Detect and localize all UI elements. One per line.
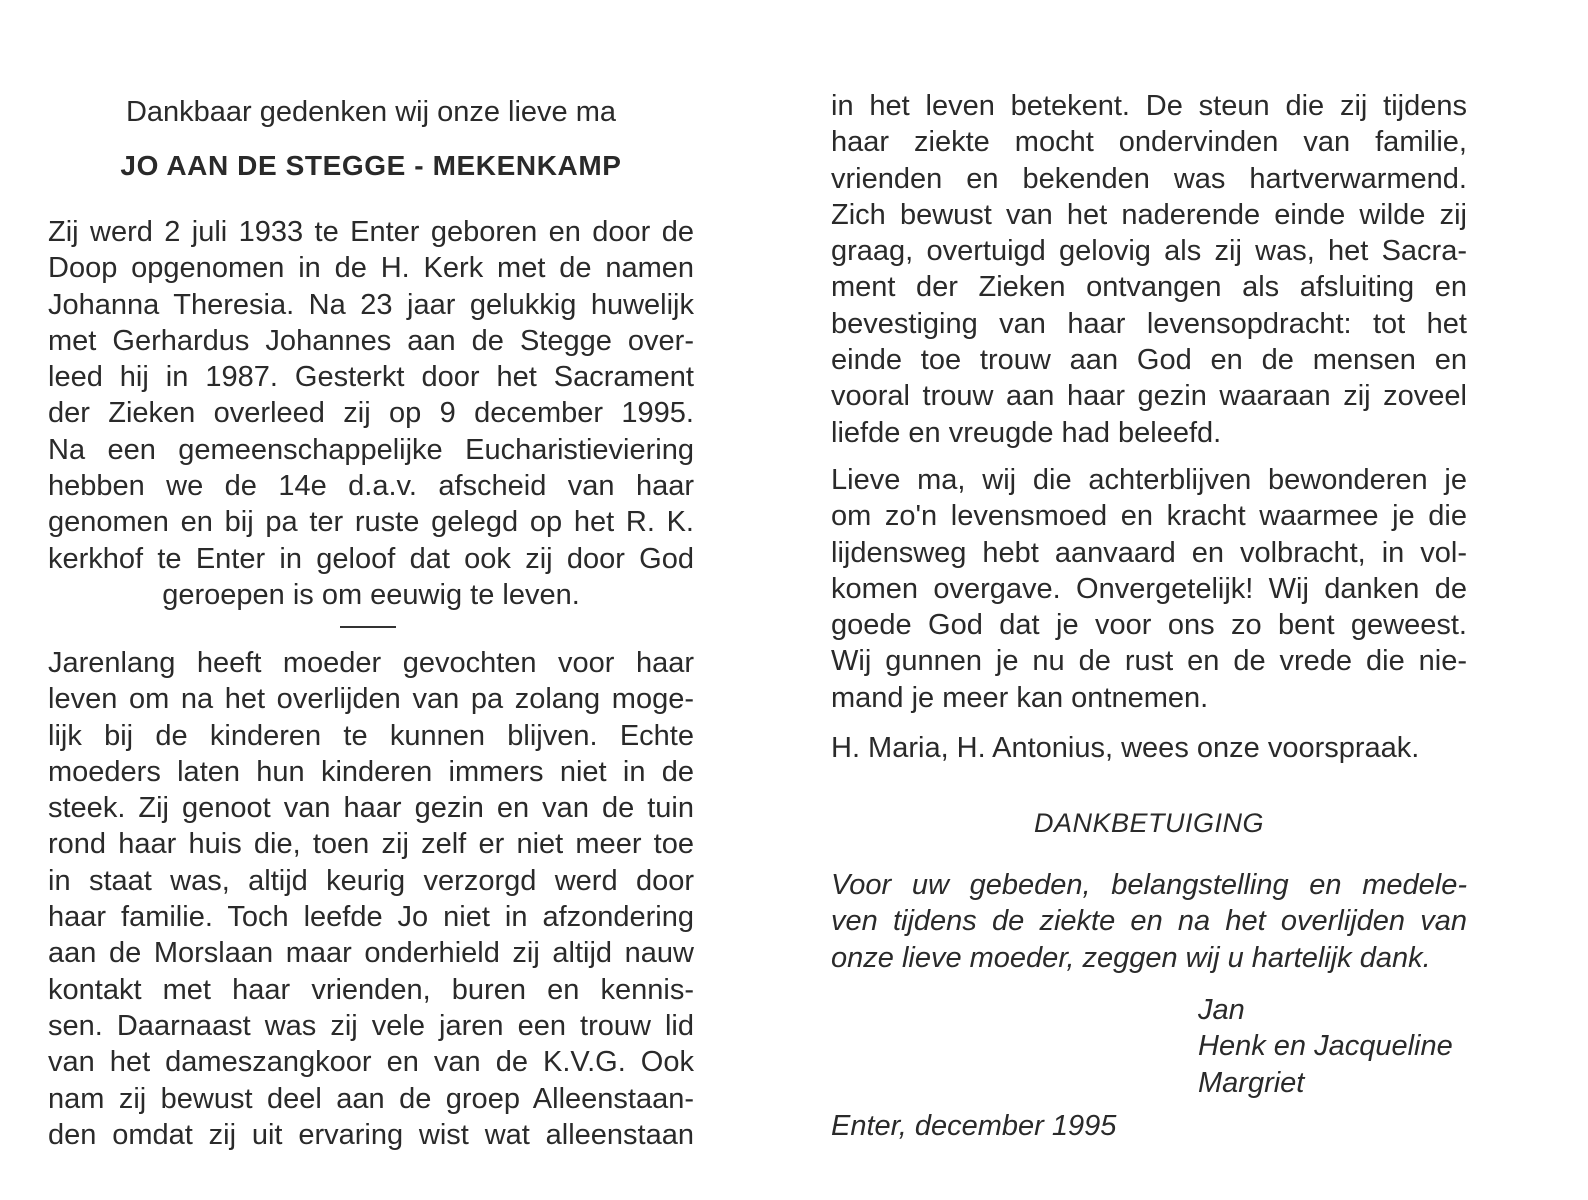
text-line: vrienden en bekenden was hartverwarmend. xyxy=(831,162,1467,195)
text-line: haar ziekte mocht ondervinden van familie, xyxy=(831,126,1467,159)
text-line: haar familie. Toch leefde Jo niet in afzondering xyxy=(48,901,694,934)
text-line: aan de Morslaan maar onderhield zij altijd nauw xyxy=(48,937,694,970)
intro-line: Dankbaar gedenken wij onze lieve ma xyxy=(125,96,617,128)
text-line: Lieve ma, wij die achterblijven bewonderen je xyxy=(831,464,1467,496)
place-date: Enter, december 1995 xyxy=(831,1110,1117,1142)
biography-paragraph xyxy=(48,214,694,613)
signature-name: Jan xyxy=(1198,994,1245,1026)
text-line: bevestiging van haar levensopdracht: tot het xyxy=(831,307,1467,340)
text-line: kontakt met haar vrienden, buren en kennis- xyxy=(48,973,694,1006)
text-line: Na een gemeenschappelijke Eucharistieviering xyxy=(48,433,694,466)
text-line: Wij gunnen je nu de rust en de vrede die nie- xyxy=(831,645,1467,678)
signatures xyxy=(1198,992,1453,1101)
text-line: moeders laten hun kinderen immers niet in de xyxy=(48,755,694,788)
section-divider xyxy=(340,626,396,628)
text-line: vooral trouw aan haar gezin waaraan zij zoveel xyxy=(831,380,1467,413)
text-line: lijk bij de kinderen te kunnen blijven. Echte xyxy=(48,719,694,752)
text-line: genomen en bij pa ter ruste gelegd op het R. K. xyxy=(48,506,694,539)
text-line: van het dameszangkoor en van de K.V.G. Ook xyxy=(48,1046,694,1079)
text-line: nam zij bewust deel aan de groep Alleenstaan- xyxy=(48,1082,694,1115)
text-line: hebben we de 14e d.a.v. afscheid van haar xyxy=(48,470,694,503)
text-line: ment der Zieken ontvangen als afsluiting en xyxy=(831,271,1467,304)
text-line: einde toe trouw aan God en de mensen en xyxy=(831,344,1467,377)
signature-name: Margriet xyxy=(1198,1066,1305,1099)
signature-name: Henk en Jacqueline xyxy=(1198,1030,1453,1063)
text-line: onze lieve moeder, zeggen wij u hartelijk dank. xyxy=(831,941,1431,974)
text-line: komen overgave. Onvergetelijk! Wij danken de xyxy=(831,572,1467,605)
text-line: in het leven betekent. De steun die zij tijdens xyxy=(831,90,1467,122)
text-line: Johanna Theresia. Na 23 jaar gelukkig huwelijk xyxy=(48,288,694,321)
text-line: om zo'n levensmoed en kracht waarmee je die xyxy=(831,500,1467,533)
continuation-paragraph xyxy=(831,88,1467,451)
text-line: lijdensweg hebt aanvaard en volbracht, in vol- xyxy=(831,536,1467,569)
text-line: Jarenlang heeft moeder gevochten voor haar xyxy=(48,647,694,679)
text-line: Voor uw gebeden, belangstelling en medele- xyxy=(831,869,1467,901)
text-line: der Zieken overleed zij op 9 december 1995. xyxy=(48,397,694,430)
text-line: rond haar huis die, toen zij zelf er niet meer toe xyxy=(48,828,694,861)
text-line: in staat was, altijd keurig verzorgd werd door xyxy=(48,864,694,897)
text-line: liefde en vreugde had beleefd. xyxy=(831,416,1222,449)
text-line: leven om na het overlijden van pa zolang moge- xyxy=(48,683,694,716)
text-line: leed hij in 1987. Gesterkt door het Sacrament xyxy=(48,361,694,394)
thanks-paragraph xyxy=(831,867,1467,976)
prayer-line: H. Maria, H. Antonius, wees onze voorspraak. xyxy=(831,732,1420,764)
text-line: geroepen is om eeuwig te leven. xyxy=(162,578,580,611)
text-line: met Gerhardus Johannes aan de Stegge over- xyxy=(48,324,694,357)
text-line: goede God dat je voor ons zo bent geweest. xyxy=(831,609,1467,642)
thanks-heading: DANKBETUIGING xyxy=(1033,808,1265,838)
text-line: ven tijdens de ziekte en na het overlijden van xyxy=(831,905,1467,938)
text-line: den omdat zij uit ervaring wist wat alleenstaan xyxy=(48,1118,694,1151)
deceased-name: JO AAN DE STEGGE - MEKENKAMP xyxy=(120,150,622,181)
farewell-paragraph xyxy=(831,462,1467,716)
text-line: steek. Zij genoot van haar gezin en van de tuin xyxy=(48,792,694,825)
text-line: graag, overtuigd gelovig als zij was, het Sacra- xyxy=(831,235,1467,268)
text-line: Zij werd 2 juli 1933 te Enter geboren en door de xyxy=(48,216,694,248)
text-line: sen. Daarnaast was zij vele jaren een trouw lid xyxy=(48,1009,694,1042)
text-line: mand je meer kan ontnemen. xyxy=(831,681,1209,714)
text-line: Doop opgenomen in de H. Kerk met de namen xyxy=(48,252,694,285)
memorial-paragraph xyxy=(48,645,694,1153)
text-line: Zich bewust van het naderende einde wilde zij xyxy=(831,198,1467,231)
text-line: kerkhof te Enter in geloof dat ook zij door God xyxy=(48,542,694,575)
